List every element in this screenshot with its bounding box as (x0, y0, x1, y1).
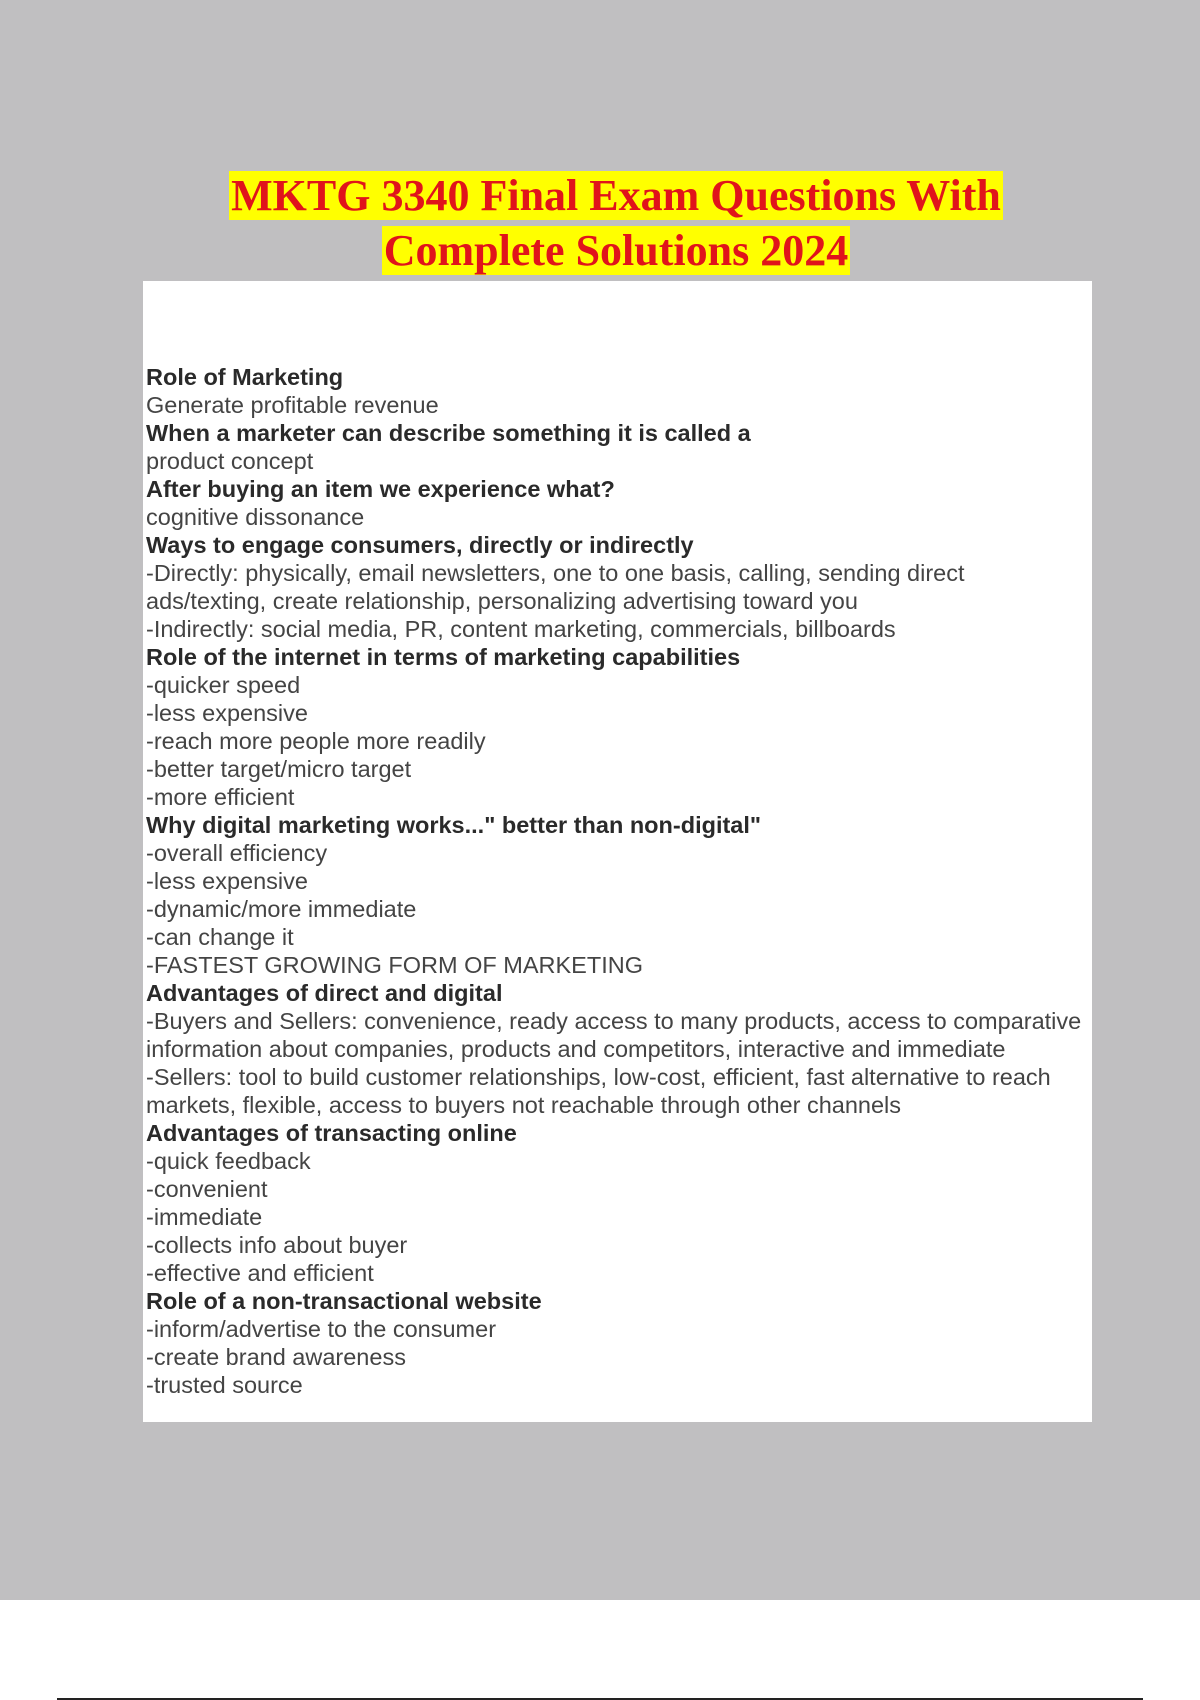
answer-line: -Directly: physically, email newsletters, one to one basis, calling, sending direct ads/texting, create relationship, personalizing advertising toward you (146, 560, 965, 614)
answer-line: -convenient (146, 1176, 268, 1202)
question-heading: Why digital marketing works..." better than non-digital" (146, 812, 762, 838)
answer-line: -create brand awareness (146, 1344, 406, 1370)
answer-line: -Sellers: tool to build customer relationships, low-cost, efficient, fast alternative to reach markets, flexible, access to buyers not reachable through other channels (146, 1064, 1051, 1118)
answer-line: -effective and efficient (146, 1260, 374, 1286)
answer-line: -inform/advertise to the consumer (146, 1316, 497, 1342)
qa-list (146, 363, 1086, 1399)
answer-line: -less expensive (146, 868, 308, 894)
answer-line: -less expensive (146, 700, 308, 726)
answer-line: -Indirectly: social media, PR, content marketing, commercials, billboards (146, 616, 896, 642)
question-heading: Ways to engage consumers, directly or indirectly (146, 532, 694, 558)
answer-line: -Buyers and Sellers: convenience, ready access to many products, access to comparative information about companies, products and competitors, interactive and immediate (146, 1008, 1082, 1062)
question-heading: Advantages of transacting online (146, 1120, 517, 1146)
answer-line: -better target/micro target (146, 756, 412, 782)
question-heading: Advantages of direct and digital (146, 980, 503, 1006)
question-heading: After buying an item we experience what? (146, 476, 615, 502)
answer-line: -quicker speed (146, 672, 301, 698)
answer-line: product concept (146, 448, 314, 474)
answer-line: -collects info about buyer (146, 1232, 408, 1258)
question-heading: Role of a non-transactional website (146, 1288, 542, 1314)
answer-line: -quick feedback (146, 1148, 311, 1174)
answer-line: Generate profitable revenue (146, 392, 439, 418)
answer-line: -reach more people more readily (146, 728, 486, 754)
answer-line: cognitive dissonance (146, 504, 365, 530)
question-heading: When a marketer can describe something it is called a (146, 420, 751, 446)
answer-line: -can change it (146, 924, 294, 950)
document-title (0, 168, 1200, 278)
question-heading: Role of the internet in terms of marketing capabilities (146, 644, 741, 670)
answer-line: -FASTEST GROWING FORM OF MARKETING (146, 952, 643, 978)
answer-line: -dynamic/more immediate (146, 896, 417, 922)
answer-line: -more efficient (146, 784, 295, 810)
title-line-1: MKTG 3340 Final Exam Questions With (231, 171, 1001, 220)
answer-line: -immediate (146, 1204, 263, 1230)
answer-line: -overall efficiency (146, 840, 328, 866)
title-line-2: Complete Solutions 2024 (383, 226, 849, 275)
answer-line: -trusted source (146, 1372, 303, 1398)
question-heading: Role of Marketing (146, 364, 344, 390)
